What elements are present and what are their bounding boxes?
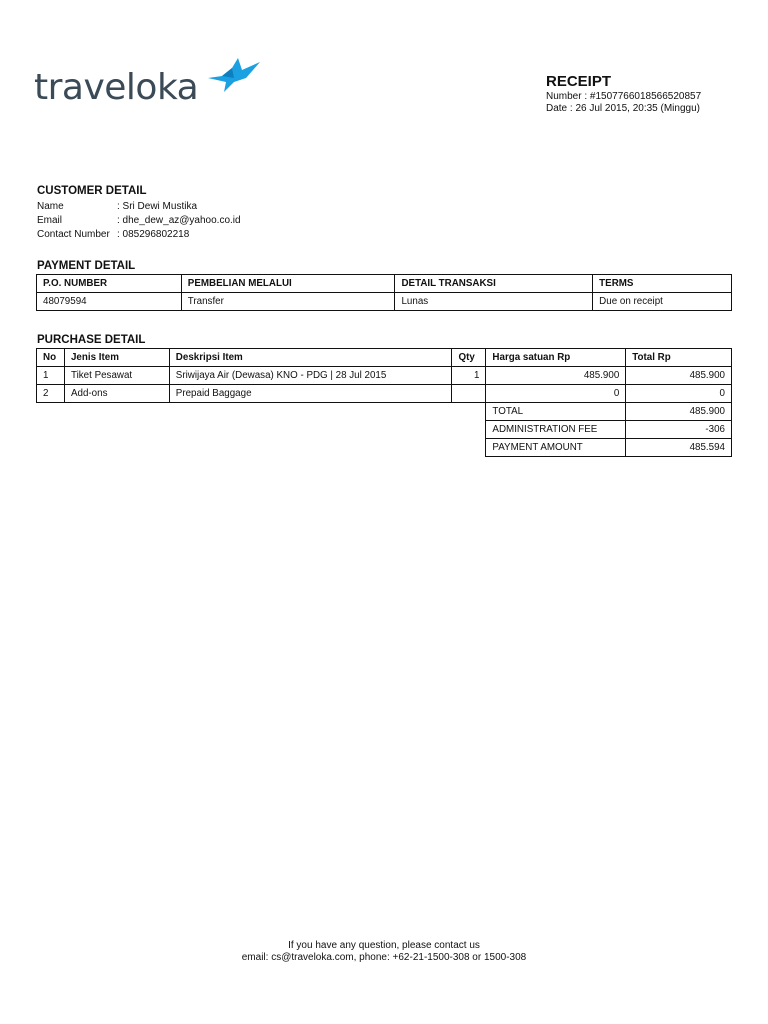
item-type: Tiket Pesawat: [64, 367, 169, 385]
item-qty: 1: [452, 367, 486, 385]
summary-value: 485.900: [626, 403, 732, 421]
summary-label: TOTAL: [486, 403, 626, 421]
payment-detail-title: PAYMENT DETAIL: [37, 260, 136, 272]
purchase-detail-title: PURCHASE DETAIL: [37, 334, 146, 346]
item-unit-price: 485.900: [486, 367, 626, 385]
table-row: [37, 293, 732, 311]
item-unit-price: 0: [486, 385, 626, 403]
receipt-number: Number : #1507766018566520857: [546, 91, 702, 102]
summary-row-total: [37, 403, 732, 421]
purchase-method: Transfer: [181, 293, 395, 311]
field-value: : dhe_dew_az@yahoo.co.id: [117, 215, 241, 226]
logo-wordmark: traveloka: [34, 67, 199, 108]
table-header-row: [37, 275, 732, 293]
item-total: 485.900: [626, 367, 732, 385]
summary-value: -306: [626, 421, 732, 439]
summary-row-payment-amount: [37, 439, 732, 457]
item-no: 2: [37, 385, 65, 403]
item-no: 1: [37, 367, 65, 385]
footer-contact: [0, 940, 768, 964]
po-number: 48079594: [37, 293, 182, 311]
summary-value: 485.594: [626, 439, 732, 457]
item-description: Prepaid Baggage: [169, 385, 452, 403]
field-label: Name: [37, 201, 64, 212]
field-label: Email: [37, 215, 63, 226]
spacer: [37, 439, 486, 457]
table-row: [37, 367, 732, 385]
bird-icon: [202, 56, 266, 96]
item-qty: [452, 385, 486, 403]
customer-detail: [37, 200, 241, 242]
receipt-title: RECEIPT: [546, 73, 612, 90]
field-value: : Sri Dewi Mustika: [117, 201, 198, 212]
header-cell: Jenis Item: [64, 349, 169, 367]
customer-detail-title: CUSTOMER DETAIL: [37, 185, 147, 197]
header-cell: Deskripsi Item: [169, 349, 452, 367]
header-cell: P.O. NUMBER: [37, 275, 182, 293]
field-value: : 085296802218: [117, 229, 190, 240]
footer-line-contact: email: cs@traveloka.com, phone: +62-21-1500-308 or 1500-308: [241, 952, 527, 963]
item-type: Add-ons: [64, 385, 169, 403]
header-cell: PEMBELIAN MELALUI: [181, 275, 395, 293]
summary-label: PAYMENT AMOUNT: [486, 439, 626, 457]
table-header-row: [37, 349, 732, 367]
item-total: 0: [626, 385, 732, 403]
payment-table: [36, 274, 732, 311]
summary-label: ADMINISTRATION FEE: [486, 421, 626, 439]
header-cell: Harga satuan Rp: [486, 349, 626, 367]
receipt-date: Date : 26 Jul 2015, 20:35 (Minggu): [546, 103, 700, 114]
customer-contact-row: [37, 228, 241, 242]
item-description: Sriwijaya Air (Dewasa) KNO - PDG | 28 Jul 2015: [169, 367, 452, 385]
terms: Due on receipt: [593, 293, 732, 311]
spacer: [37, 403, 486, 421]
header-cell: TERMS: [593, 275, 732, 293]
customer-email-row: [37, 214, 241, 228]
header-cell: Total Rp: [626, 349, 732, 367]
footer-line-question: If you have any question, please contact us: [288, 940, 480, 951]
purchase-table: [36, 348, 732, 457]
receipt-header: [546, 73, 701, 115]
header-cell: DETAIL TRANSAKSI: [395, 275, 593, 293]
customer-name-row: [37, 200, 241, 214]
summary-row-admin-fee: [37, 421, 732, 439]
field-label: Contact Number: [37, 229, 110, 240]
header-cell: No: [37, 349, 65, 367]
table-row: [37, 385, 732, 403]
header-cell: Qty: [452, 349, 486, 367]
transaction-detail: Lunas: [395, 293, 593, 311]
spacer: [37, 421, 486, 439]
